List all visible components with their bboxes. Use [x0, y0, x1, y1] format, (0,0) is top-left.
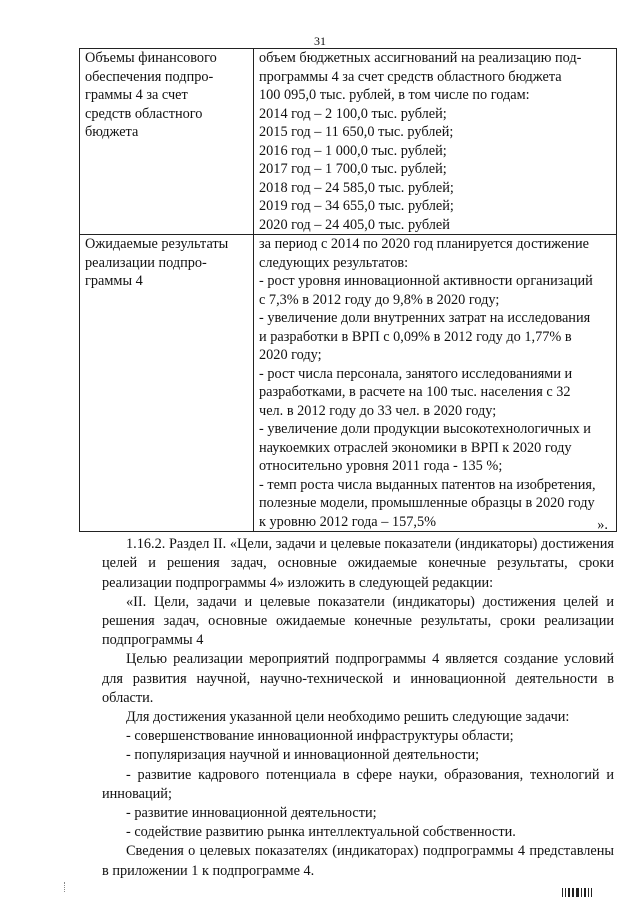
cell-line: за период с 2014 по 2020 год планируется достижение — [259, 236, 589, 252]
cell-line: - увеличение доли внутренних затрат на исследования — [259, 310, 591, 326]
cell-line: Объемы финансового — [85, 50, 217, 66]
barcode-mark — [562, 888, 592, 897]
cell-line: с 7,3% в 2012 году до 9,8% в 2020 году; — [259, 291, 500, 308]
cell-line: реализации подпро- — [85, 254, 207, 271]
cell-line: - рост числа персонала, занятого исследованиями и — [259, 365, 573, 382]
paragraph-tasks-intro: Для достижения указанной цели необходимо решить следующие задачи: — [126, 709, 570, 726]
cell-line: Ожидаемые результаты — [85, 236, 229, 252]
list-item: - популяризация научной и инновационной деятельности; — [126, 747, 480, 764]
page-number: 31 — [314, 34, 326, 48]
cell-line: обеспечения подпро- — [85, 68, 214, 85]
cell-line: - рост уровня инновационной активности организаций — [259, 273, 593, 289]
cell-line: - темп роста числа выданных патентов на изобретения, — [259, 476, 596, 493]
list-item: - совершенствование инновационной инфраструктуры области; — [126, 728, 514, 745]
cell-line: программы 4 за счет средств областного бюджета — [259, 68, 562, 85]
cell-line: - увеличение доли продукции высокотехнологичных и — [259, 421, 591, 437]
passport-table — [79, 48, 617, 532]
cell-line: объем бюджетных ассигнований на реализацию под- — [259, 50, 582, 66]
paragraph-goal: Целью реализации мероприятий подпрограммы 4 является создание условий для развития научной, научно-технической и инновационной деятельности в области. — [102, 651, 614, 706]
financing-label-cell — [80, 49, 254, 235]
table-row-financing — [80, 49, 617, 235]
cell-line: чел. в 2012 году до 33 чел. в 2020 году; — [259, 402, 497, 419]
cell-line: 2018 год – 24 585,0 тыс. рублей; — [259, 179, 454, 196]
closing-quote: ». — [597, 517, 608, 533]
cell-line: 2017 год – 1 700,0 тыс. рублей; — [259, 161, 447, 177]
cell-line: 2014 год – 2 100,0 тыс. рублей; — [259, 105, 447, 122]
scan-margin-mark — [64, 882, 67, 892]
cell-line: следующих результатов: — [259, 254, 409, 271]
body-text — [102, 517, 614, 881]
cell-line: 2016 год – 1 000,0 тыс. рублей; — [259, 142, 447, 159]
results-content-cell — [254, 235, 617, 532]
cell-line: к уровню 2012 года – 157,5% — [259, 513, 437, 530]
paragraph-section-title: «II. Цели, задачи и целевые показатели (индикаторы) достижения целей и решения задач, основные ожидаемые конечные результаты, сроки реализации подпрограммы 4 — [102, 593, 614, 649]
list-item: - содействие развитию рынка интеллектуальной собственности. — [126, 824, 516, 841]
cell-line: разработками, в расчете на 100 тыс. населения с 32 — [259, 384, 571, 400]
cell-line: 2020 год – 24 405,0 тыс. рублей — [259, 216, 450, 233]
list-item: - развитие кадрового потенциала в сфере науки, образования, технологий и инноваций; — [102, 766, 614, 802]
cell-line: наукоемких отраслей экономики в ВРП к 2020 году — [259, 439, 572, 456]
paragraph-section-intro: 1.16.2. Раздел II. «Цели, задачи и целевые показатели (индикаторы) достижения целей и решения задач, основные ожидаемые конечные результаты, сроки реализации подпрограммы 4» изложить в следующей редакции: — [102, 536, 614, 591]
cell-line: граммы 4 — [85, 273, 143, 289]
cell-line: 100 095,0 тыс. рублей, в том числе по годам: — [259, 87, 530, 103]
financing-content-cell — [254, 49, 617, 235]
cell-line: полезные модели, промышленные образцы в 2020 году — [259, 495, 595, 511]
cell-line: 2015 год – 11 650,0 тыс. рублей; — [259, 124, 454, 140]
cell-line: бюджета — [85, 124, 139, 140]
cell-line: 2019 год – 34 655,0 тыс. рублей; — [259, 198, 454, 214]
results-label-cell — [80, 235, 254, 532]
cell-line: граммы 4 за счет — [85, 87, 188, 103]
paragraph-indicators: Сведения о целевых показателях (индикаторах) подпрограммы 4 представлены в приложении 1 к подпрограмме 4. — [102, 843, 614, 879]
table-row-expected-results — [80, 235, 617, 532]
cell-line: средств областного — [85, 105, 203, 122]
cell-line: и разработки в ВРП с 0,09% в 2012 году до 1,77% в — [259, 328, 572, 345]
cell-line: относительно уровня 2011 года - 135 %; — [259, 458, 503, 474]
list-item: - развитие инновационной деятельности; — [126, 805, 377, 822]
cell-line: 2020 году; — [259, 347, 322, 363]
